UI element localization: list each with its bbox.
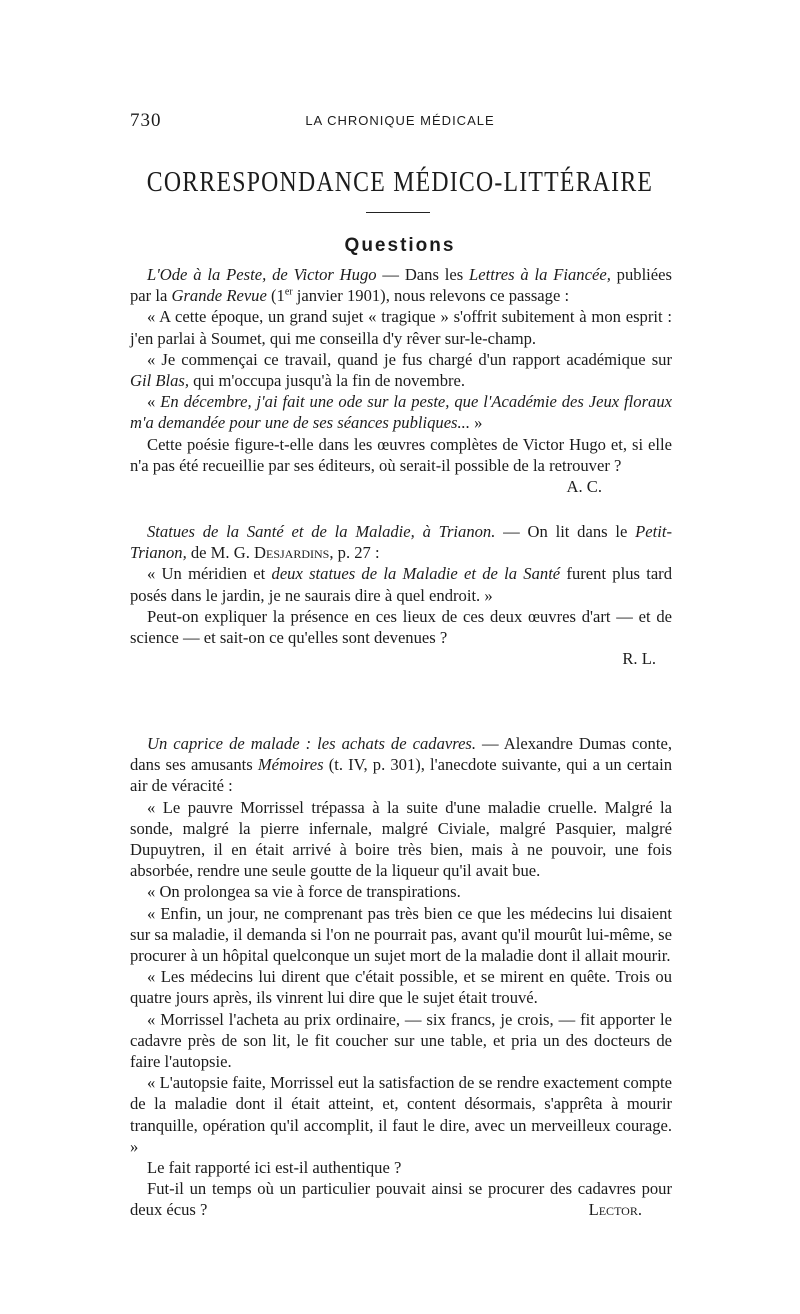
reference-title: Petit-Trianon, xyxy=(130,522,672,563)
quote-paragraph: « A cette époque, un grand sujet « tragique » s'offrit subitement à mon esprit : j'en parlai à Soumet, qui me conseilla d'y rêver sur-le-champ. xyxy=(130,307,672,348)
article-title: Un caprice de malade : les achats de cadavres. xyxy=(147,734,477,753)
signature: Lector. xyxy=(588,1200,642,1220)
quote-paragraph: « On prolongea sa vie à force de transpirations. xyxy=(147,882,461,902)
text-run: « xyxy=(147,392,161,412)
question-paragraph xyxy=(130,1178,672,1220)
article-intro xyxy=(130,521,672,563)
text-run: de M. G. xyxy=(186,543,255,563)
text-run: Cette poésie figure-t-elle dans les œuvres complètes de Victor Hugo et, si elle n'a pas été recueillie par ses éditeurs, où serait-il possible de la retrouver ? xyxy=(130,434,672,475)
superscript: er xyxy=(284,286,293,298)
text-run: qui m'occupa jusqu'à la fin de novembre. xyxy=(189,371,466,391)
text-run: — Dans les xyxy=(376,265,470,284)
signature: A. C. xyxy=(566,477,602,497)
text-run: » xyxy=(469,413,483,433)
article-statues-trianon xyxy=(130,521,672,669)
quote-paragraph: « Enfin, un jour, ne comprenant pas très bien ce que les médecins lui disaient sur sa maladie, il demanda si l'on ne pourrait pas, avant qu'il mourût lui-même, se procurer à un hôpital quelconque un sujet mort de la maladie dont il allait mourir. xyxy=(130,903,672,966)
signature: R. L. xyxy=(622,649,656,669)
text-run: (1 xyxy=(266,286,285,306)
article-title: L'Ode à la Peste, de Victor Hugo xyxy=(147,265,377,284)
section-heading: Questions xyxy=(344,235,456,256)
text-run: — On lit dans le xyxy=(495,522,636,541)
quote-paragraph xyxy=(130,563,672,605)
text-run: « Un méridien et xyxy=(147,564,272,584)
emphasis: Gil Blas, xyxy=(130,371,190,391)
question-paragraph: Le fait rapporté ici est-il authentique ? xyxy=(147,1158,402,1178)
article-achats-cadavres xyxy=(130,733,672,1221)
article-intro xyxy=(130,733,672,797)
question-paragraph xyxy=(130,434,672,497)
running-head xyxy=(130,110,670,132)
text-run: furent plus tard posés dans le jardin, je ne saurais dire à quel endroit. » xyxy=(130,564,673,605)
author-name: Desjardins xyxy=(254,543,330,563)
journal-title: LA CHRONIQUE MÉDICALE xyxy=(305,113,495,128)
quote-paragraph: « L'autopsie faite, Morrissel eut la satisfaction de se rendre exactement compte de la maladie dont il était atteint, et, content désormais, s'apprêta à mourir tranquille, opération qu'il accomplit, il faut le dire, avec un merveilleux courage. » xyxy=(130,1073,672,1156)
text-run: — Alexandre Dumas conte, dans ses amusants xyxy=(130,734,672,775)
quote-paragraph: « Morrissel l'acheta au prix ordinaire, — six francs, je crois, — fit apporter le cadavre près de son lit, le fit coucher sur une table, et pria un des docteurs de faire l'autopsie. xyxy=(130,1009,672,1072)
text-run: publiées par la xyxy=(130,265,672,306)
title-rule xyxy=(366,212,430,213)
text-run: « Je commençai ce travail, quand je fus chargé d'un rapport académique sur xyxy=(147,349,672,369)
page-title: CORRESPONDANCE MÉDICO-LITTÉRAIRE xyxy=(146,166,654,198)
reference-title: Grande Revue xyxy=(171,286,267,306)
text-run: janvier 1901), nous relevons ce passage : xyxy=(292,286,570,306)
quote-paragraph xyxy=(130,349,672,391)
article-title: Statues de la Santé et de la Maladie, à Trianon. xyxy=(147,522,496,541)
question-paragraph: Peut-on expliquer la présence en ces lieux de ces deux œuvres d'art — et de science — et sait-on ce qu'elles sont devenues ? xyxy=(130,606,672,648)
article-intro xyxy=(130,264,672,306)
text-run: , p. 27 : xyxy=(329,543,380,563)
emphasis: En décembre, j'ai fait une ode sur la peste, que l'Académie des Jeux floraux m'a demandée pour une de ses séances publiques... xyxy=(130,392,672,433)
quote-paragraph xyxy=(130,391,672,433)
text-run: (t. IV, p. 301), l'anecdote suivante, qui a un certain air de véracité : xyxy=(130,755,672,796)
quote-paragraph: « Le pauvre Morrissel trépassa à la suite d'une maladie cruelle. Malgré la sonde, malgré la pierre infernale, malgré Civiale, malgré Pasquier, malgré Dupuytren, il en était arrivé à boire très bien, mais à ne pouvoir, une fois absorbée, rendre une seule goutte de la liqueur qu'il avait bue. xyxy=(130,797,672,881)
reference-title: Mémoires xyxy=(257,755,324,775)
quote-paragraph: « Les médecins lui dirent que c'était possible, et se mirent en quête. Trois ou quatre jours après, ils vinrent lui dire que le sujet était trouvé. xyxy=(130,967,672,1008)
article-ode-peste xyxy=(130,264,672,497)
page-number: 730 xyxy=(130,110,162,131)
emphasis: deux statues de la Maladie et de la Santé xyxy=(271,564,561,584)
reference-title: Lettres à la Fiancée, xyxy=(469,265,611,284)
text-run: Fut-il un temps où un particulier pouvait ainsi se procurer des cadavres pour deux écus ? xyxy=(130,1179,672,1220)
